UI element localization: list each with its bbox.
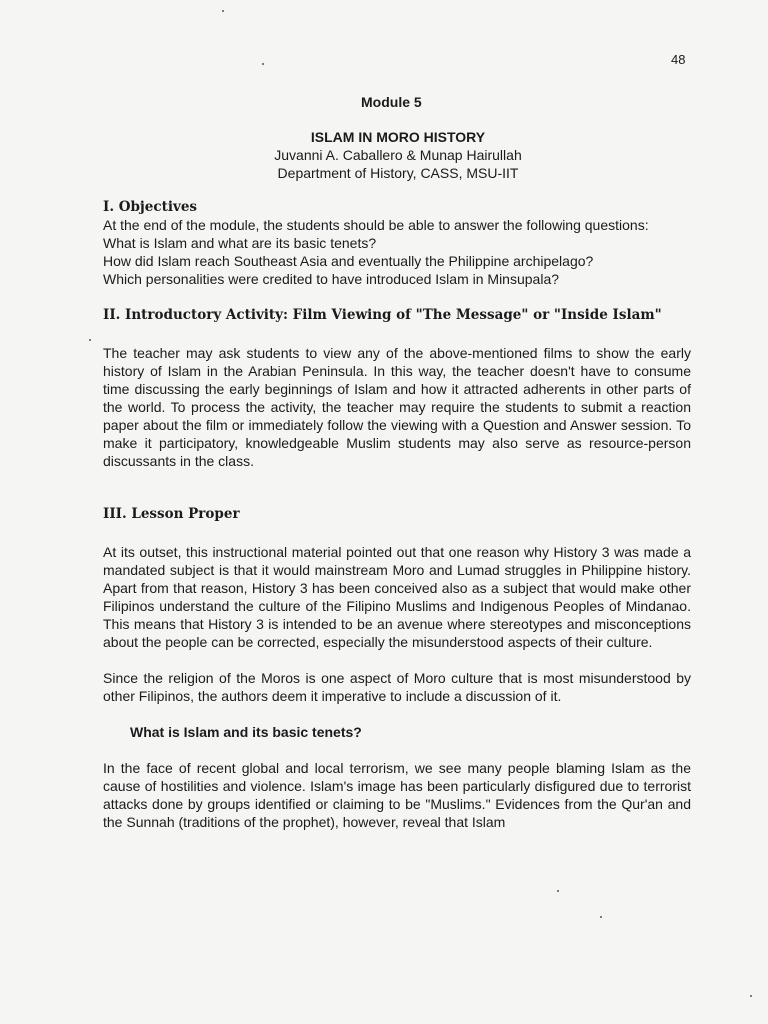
scan-speck bbox=[262, 63, 264, 65]
introductory-section bbox=[103, 306, 691, 470]
introductory-heading: II. Introductory Activity: Film Viewing of "The Message" or "Inside Islam" bbox=[103, 307, 662, 323]
document-body bbox=[103, 198, 691, 831]
objectives-heading: I. Objectives bbox=[103, 199, 198, 215]
document-title: ISLAM IN MORO HISTORY bbox=[310, 129, 486, 145]
scan-speck bbox=[89, 339, 91, 341]
objectives-section bbox=[103, 198, 691, 288]
lesson-heading: III. Lesson Proper bbox=[103, 506, 240, 522]
title-block bbox=[160, 128, 636, 182]
scan-speck bbox=[600, 916, 602, 918]
module-label: Module 5 bbox=[361, 94, 422, 110]
scan-speck bbox=[222, 10, 224, 12]
scan-speck bbox=[557, 890, 559, 892]
page-number: 48 bbox=[671, 52, 686, 67]
department: Department of History, CASS, MSU-IIT bbox=[277, 165, 519, 181]
scan-speck bbox=[750, 995, 752, 997]
objective-question: How did Islam reach Southeast Asia and eventually the Philippine archipelago? bbox=[103, 253, 594, 269]
introductory-paragraph: The teacher may ask students to view any of the above-mentioned films to show the early history of Islam in the Arabian Peninsula. In this way, the teacher doesn't have to consume time discussing the early beginnings of Islam and how it attracted adherents in other parts of the world. To process the activity, the teacher may require the students to submit a reaction paper about the film or immediately follow the viewing with a Question and Answer session. To make it participatory, knowledgeable Muslim students may also serve as resource-person discussants in the class. bbox=[103, 345, 691, 469]
lesson-section bbox=[103, 505, 691, 831]
objective-question: Which personalities were credited to have introduced Islam in Minsupala? bbox=[103, 271, 560, 287]
objectives-intro: At the end of the module, the students should be able to answer the following questions: bbox=[103, 217, 649, 233]
lesson-paragraph: At its outset, this instructional material pointed out that one reason why History 3 was made a mandated subject is that it would mainstream Moro and Lumad struggles in Philippine history. Apart from that reason, History 3 has been conceived also as a subject that would make other Filipinos understand the culture of the Filipino Muslims and Indigenous Peoples of Mindanao. This means that History 3 is intended to be an avenue where stereotypes and misconceptions about the people can be corrected, especially the misunderstood aspects of their culture. bbox=[103, 544, 691, 650]
objective-question: What is Islam and what are its basic tenets? bbox=[103, 235, 377, 251]
lesson-subheading: What is Islam and its basic tenets? bbox=[130, 724, 362, 740]
lesson-paragraph: In the face of recent global and local terrorism, we see many people blaming Islam as the cause of hostilities and violence. Islam's image has been particularly disfigured due to terrorist attacks done by groups identified or claiming to be "Muslims." Evidences from the Qur'an and the Sunnah (traditions of the prophet), however, reveal that Islam bbox=[103, 760, 691, 830]
authors: Juvanni A. Caballero & Munap Hairullah bbox=[274, 147, 522, 163]
lesson-paragraph: Since the religion of the Moros is one aspect of Moro culture that is most misunderstood by other Filipinos, the authors deem it imperative to include a discussion of it. bbox=[103, 670, 691, 704]
